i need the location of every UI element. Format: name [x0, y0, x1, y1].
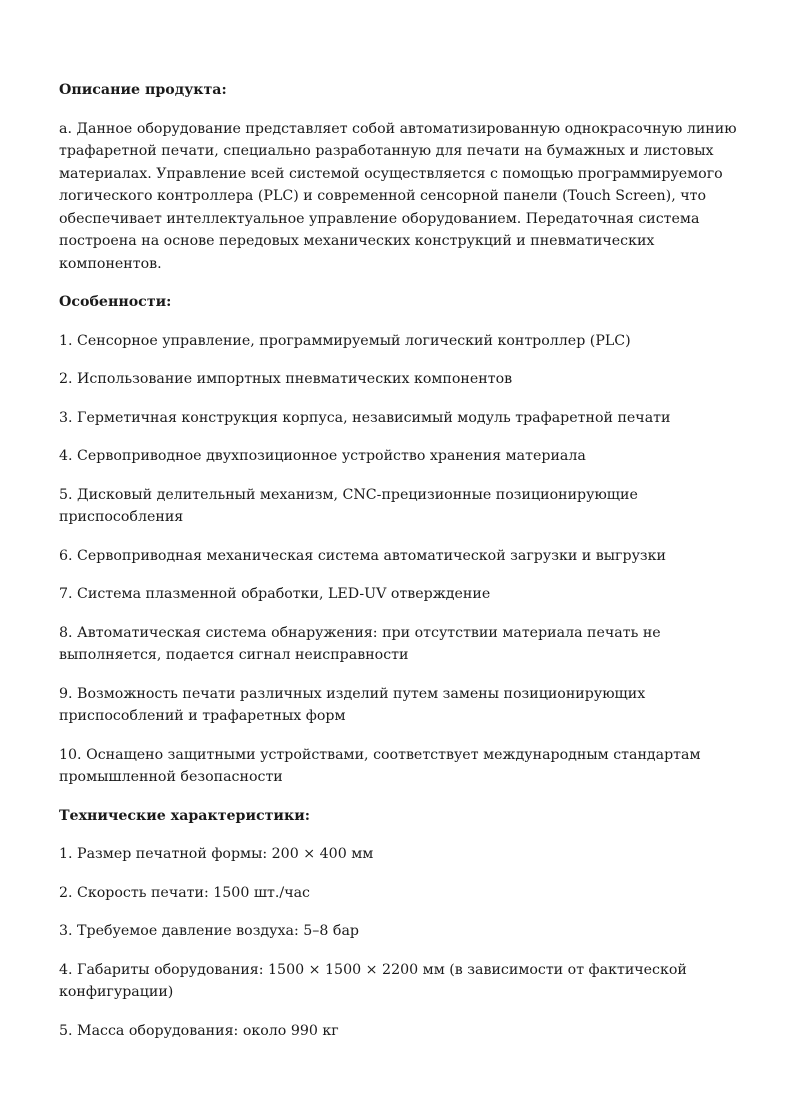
features-heading: Особенности:	[59, 294, 172, 310]
feature-item: 3. Герметичная конструкция корпуса, независимый модуль трафаретной печати	[59, 409, 671, 426]
spec-item: 1. Размер печатной формы: 200 × 400 мм	[59, 846, 374, 862]
spec-item: 3. Требуемое давление воздуха: 5–8 бар	[59, 923, 360, 939]
feature-item: 5. Дисковый делительный механизм, CNC-прецизионные позиционирующие приспособления	[59, 486, 638, 525]
feature-item: 10. Оснащено защитными устройствами, соответствует международным стандартам промышленной безопасности	[59, 746, 701, 785]
spec-item: 2. Скорость печати: 1500 шт./час	[59, 884, 310, 901]
feature-item: 2. Использование импортных пневматических компонентов	[59, 371, 513, 387]
specs-list	[59, 843, 759, 1042]
feature-item: 1. Сенсорное управление, программируемый логический контроллер (PLC)	[59, 332, 631, 349]
feature-item: 9. Возможность печати различных изделий путем замены позиционирующих приспособлений и трафаретных форм	[59, 685, 646, 724]
feature-item: 8. Автоматическая система обнаружения: при отсутствии материала печать не выполняется, подается сигнал неисправности	[59, 624, 661, 663]
specs-heading: Технические характеристики:	[59, 807, 310, 824]
features-list	[59, 330, 759, 789]
feature-item: 4. Сервоприводное двухпозиционное устройство хранения материала	[59, 448, 586, 464]
description-heading: Описание продукта:	[59, 82, 227, 98]
spec-item: 5. Масса оборудования: около 990 кг	[59, 1022, 339, 1039]
spec-item: 4. Габариты оборудования: 1500 × 1500 × 2200 мм (в зависимости от фактической конфигурации)	[59, 961, 687, 1000]
feature-item: 7. Система плазменной обработки, LED-UV отверждение	[59, 586, 491, 602]
feature-item: 6. Сервоприводная механическая система автоматической загрузки и выгрузки	[59, 547, 666, 564]
description-text: а. Данное оборудование представляет собой автоматизированную однокрасочную линию трафаретной печати, специально разработанную для печати на бумажных и листовых материалах. Управление всей системой осуществляется с помощью программируемого логического контроллера (PLC) и современной сенсорной панели (Touch Screen), что обеспечивает интеллектуальное управление оборудованием. Передаточная система построена на основе передовых механических конструкций и пневматических компонентов.	[59, 120, 737, 272]
document-page	[59, 79, 759, 1058]
